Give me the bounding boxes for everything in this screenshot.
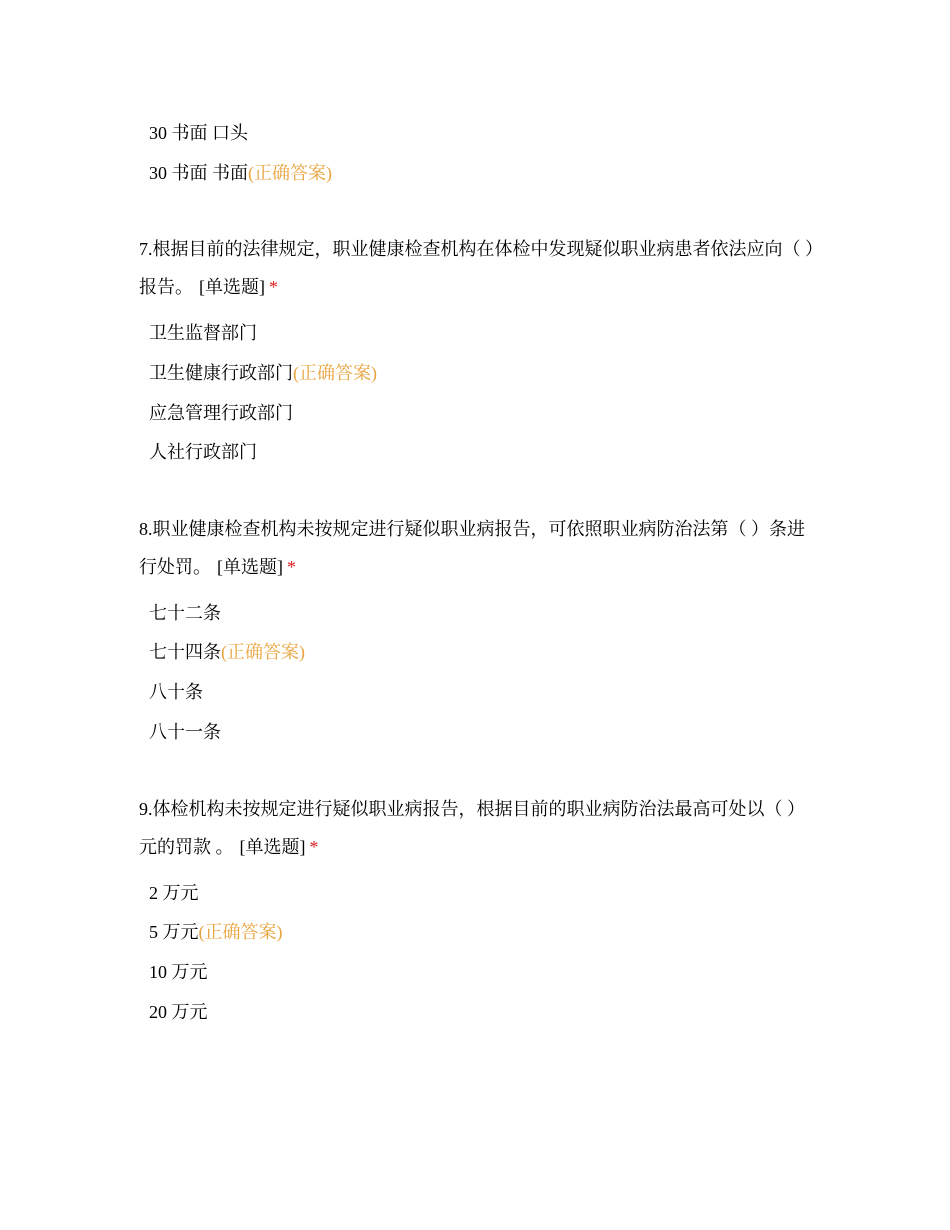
question-8	[139, 510, 819, 586]
q8-option-2	[149, 641, 305, 663]
option-text: 卫生健康行政部门	[149, 363, 293, 383]
correct-answer-marker: (正确答案)	[221, 642, 305, 662]
question-text: 9.体检机构未按规定进行疑似职业病报告，根据目前的职业病防治法最高可处以（ ）元的罚款 。	[139, 799, 805, 857]
question-text: 7.根据目前的法律规定，职业健康检查机构在体检中发现疑似职业病患者依法应向（ ）报告。	[139, 239, 814, 297]
option-text: 2 万元	[149, 883, 199, 903]
q9-option-2	[149, 921, 283, 943]
question-type: [单选题]	[239, 837, 306, 857]
option-text: 八十条	[149, 682, 203, 702]
correct-answer-marker: (正确答案)	[198, 922, 283, 942]
q7-option-3	[149, 402, 293, 424]
option-text: 卫生监督部门	[149, 323, 257, 343]
option-text: 30 书面 口头	[149, 123, 248, 143]
required-marker: *	[309, 837, 319, 857]
q8-option-4	[149, 721, 221, 743]
option-text: 七十二条	[149, 603, 221, 623]
correct-answer-marker: (正确答案)	[293, 363, 377, 383]
q8-option-3	[149, 681, 203, 703]
option-text: 七十四条	[149, 642, 221, 662]
q9-option-3	[149, 961, 208, 983]
q8-option-1	[149, 602, 221, 624]
q7-option-2	[149, 362, 377, 384]
q7-option-4	[149, 441, 257, 463]
question-type: [单选题]	[199, 277, 265, 297]
option-text: 5 万元	[149, 922, 199, 942]
q7-option-1	[149, 322, 257, 344]
option-text: 应急管理行政部门	[149, 403, 293, 423]
question-9	[139, 790, 819, 866]
option-text: 人社行政部门	[149, 442, 257, 462]
q9-option-1	[149, 882, 199, 904]
option-text: 30 书面 书面	[149, 163, 248, 183]
q6-option-1	[149, 122, 248, 144]
question-text: 8.职业健康检查机构未按规定进行疑似职业病报告，可依照职业病防治法第（ ）条进行处罚。	[139, 519, 805, 577]
required-marker: *	[287, 557, 296, 577]
question-type: [单选题]	[217, 557, 283, 577]
q6-option-2	[149, 162, 332, 184]
question-7	[139, 230, 819, 306]
correct-answer-marker: (正确答案)	[248, 163, 332, 183]
required-marker: *	[269, 277, 278, 297]
option-text: 八十一条	[149, 722, 221, 742]
option-text: 20 万元	[149, 1002, 208, 1022]
q9-option-4	[149, 1001, 208, 1023]
option-text: 10 万元	[149, 962, 208, 982]
